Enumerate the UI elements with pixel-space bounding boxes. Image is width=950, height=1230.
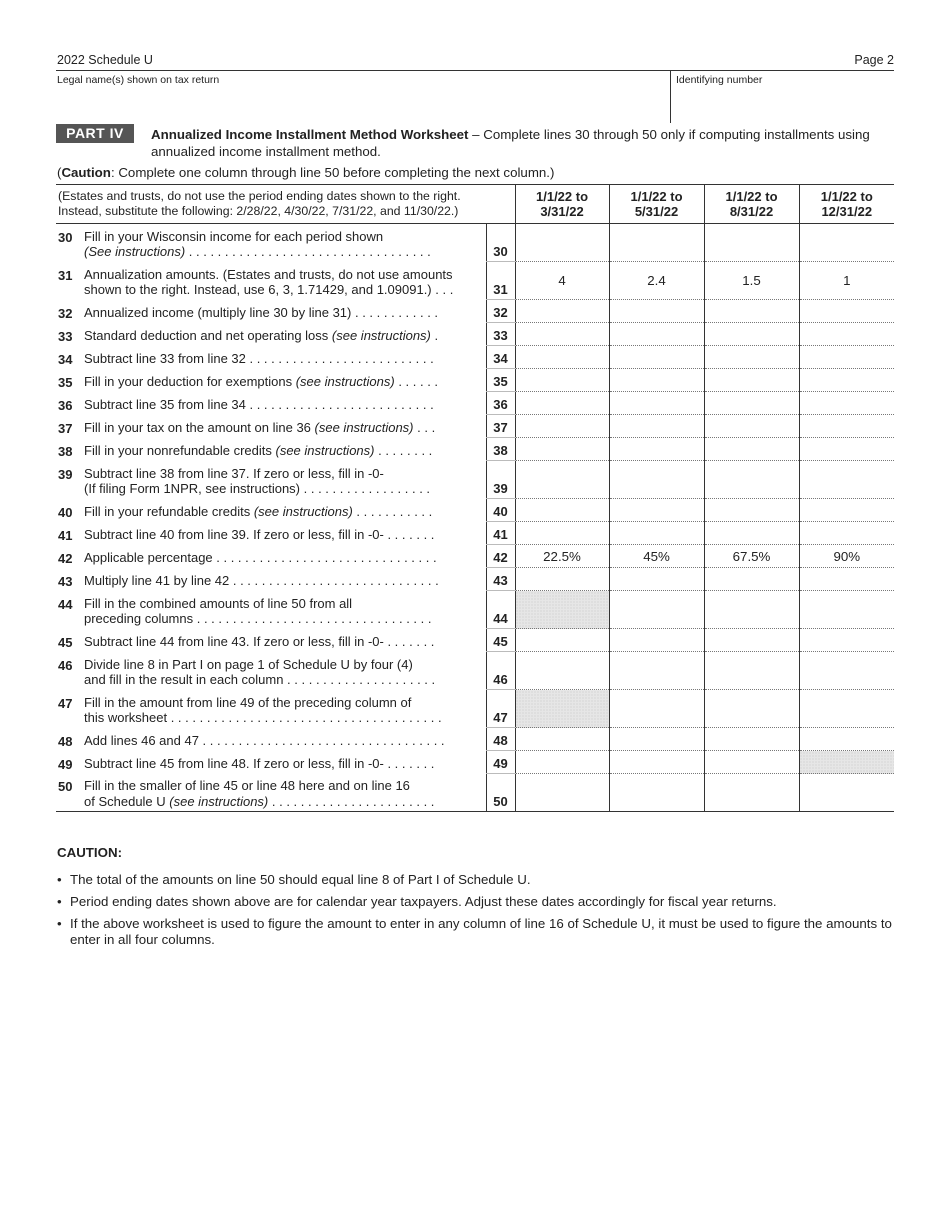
amount-cell[interactable] [515, 522, 609, 545]
line-description: 30 Fill in your Wisconsin income for each period shown (See instructions) . . . . . . . . . . . . . . . . . . . . . . . . . . . . . . . . . . [58, 228, 431, 259]
amount-cell[interactable] [609, 438, 704, 461]
line-number-box: 39 [486, 461, 515, 499]
amount-cell: 90% [799, 545, 894, 568]
line-number: 49 [58, 756, 73, 772]
line-number-box: 44 [486, 591, 515, 629]
line-number-box: 37 [486, 415, 515, 438]
line-number-box: 43 [486, 568, 515, 591]
amount-cell[interactable] [704, 369, 799, 392]
line-description: 49 Subtract line 45 from line 48. If zero or less, fill in -0- . . . . . . . [58, 756, 435, 772]
divider [670, 71, 671, 123]
amount-cell[interactable] [704, 652, 799, 690]
amount-cell: 67.5% [704, 545, 799, 568]
amount-cell[interactable] [799, 300, 894, 323]
line-number: 44 [58, 596, 73, 612]
amount-cell[interactable] [609, 499, 704, 522]
amount-cell: 1 [799, 262, 894, 300]
table-row [56, 300, 894, 323]
line-number-box: 38 [486, 438, 515, 461]
amount-cell[interactable] [515, 728, 609, 751]
amount-cell[interactable] [704, 415, 799, 438]
amount-cell[interactable] [515, 300, 609, 323]
header-note: (Estates and trusts, do not use the period ending dates shown to the right. Instead, substitute the following: 2/28/22, 4/30/22, 7/31/22, and 11/30/22.) [56, 185, 515, 224]
amount-cell[interactable] [704, 224, 799, 262]
table-row [56, 591, 894, 629]
amount-cell[interactable] [704, 438, 799, 461]
amount-cell[interactable] [799, 369, 894, 392]
line-number-box: 31 [486, 262, 515, 300]
line-description: 48 Add lines 46 and 47 . . . . . . . . . . . . . . . . . . . . . . . . . . . . . . . . . . [58, 733, 445, 749]
column-header-4: 1/1/22 to 12/31/22 [799, 185, 894, 224]
line-number-box: 36 [486, 392, 515, 415]
line-number-box: 40 [486, 499, 515, 522]
worksheet-table [56, 184, 894, 812]
amount-cell[interactable] [704, 751, 799, 774]
amount-cell[interactable] [704, 461, 799, 499]
caution-list [57, 872, 897, 954]
amount-cell[interactable] [515, 629, 609, 652]
shaded-cell [515, 690, 609, 728]
amount-cell[interactable] [609, 461, 704, 499]
amount-cell[interactable] [799, 652, 894, 690]
line-number-box: 30 [486, 224, 515, 262]
amount-cell[interactable] [515, 568, 609, 591]
line-number: 36 [58, 397, 73, 413]
amount-cell[interactable] [704, 346, 799, 369]
line-description: 41 Subtract line 40 from line 39. If zero or less, fill in -0- . . . . . . . [58, 527, 435, 543]
caution-note: (Caution: Complete one column through line 50 before completing the next column.) [57, 165, 555, 180]
table-header-row [56, 185, 894, 224]
amount-cell[interactable] [799, 568, 894, 591]
line-number: 30 [58, 229, 73, 245]
amount-cell[interactable] [609, 415, 704, 438]
table-row [56, 690, 894, 728]
line-number: 31 [58, 267, 73, 283]
caution-note-bold: Caution [61, 165, 111, 180]
line-description: 33 Standard deduction and net operating loss (see instructions) . [58, 328, 439, 344]
list-item: • The total of the amounts on line 50 should equal line 8 of Part I of Schedule U. [57, 872, 531, 887]
amount-cell[interactable] [799, 415, 894, 438]
line-number: 34 [58, 351, 73, 367]
table-row [56, 369, 894, 392]
page-number: Page 2 [854, 53, 894, 67]
line-number-box: 42 [486, 545, 515, 568]
table-row [56, 392, 894, 415]
line-number: 35 [58, 374, 73, 390]
table-row [56, 751, 894, 774]
amount-cell[interactable] [609, 522, 704, 545]
table-row [56, 438, 894, 461]
amount-cell[interactable] [515, 461, 609, 499]
amount-cell[interactable] [609, 652, 704, 690]
amount-cell[interactable] [704, 591, 799, 629]
amount-cell: 45% [609, 545, 704, 568]
amount-cell[interactable] [704, 392, 799, 415]
amount-cell[interactable] [799, 392, 894, 415]
identifying-number-label: Identifying number [676, 74, 763, 86]
part-badge: PART IV [56, 124, 134, 143]
line-description: 42 Applicable percentage . . . . . . . . . . . . . . . . . . . . . . . . . . . . . . . [58, 550, 437, 566]
line-description: 44 Fill in the combined amounts of line 50 from all preceding columns . . . . . . . . . . . . . . . . . . . . . . . . . . . . . . . . . [58, 595, 432, 626]
amount-cell[interactable] [799, 728, 894, 751]
amount-cell[interactable] [609, 369, 704, 392]
line-number: 37 [58, 420, 73, 436]
amount-cell[interactable] [799, 461, 894, 499]
amount-cell[interactable] [799, 690, 894, 728]
table-row [56, 629, 894, 652]
amount-cell[interactable] [799, 438, 894, 461]
line-description: 45 Subtract line 44 from line 43. If zero or less, fill in -0- . . . . . . . [58, 634, 435, 650]
amount-cell[interactable] [799, 774, 894, 812]
amount-cell[interactable] [515, 774, 609, 812]
amount-cell: 2.4 [609, 262, 704, 300]
table-row [56, 262, 894, 300]
line-description: 40 Fill in your refundable credits (see instructions) . . . . . . . . . . . [58, 504, 433, 520]
line-number-box: 41 [486, 522, 515, 545]
line-number-box: 49 [486, 751, 515, 774]
amount-cell[interactable] [515, 652, 609, 690]
line-number-box: 47 [486, 690, 515, 728]
amount-cell[interactable] [799, 522, 894, 545]
caution-note-text: : Complete one column through line 50 before completing the next column.) [110, 165, 555, 180]
line-number-box: 48 [486, 728, 515, 751]
column-header-2: 1/1/22 to 5/31/22 [609, 185, 704, 224]
amount-cell: 1.5 [704, 262, 799, 300]
line-number: 39 [58, 466, 73, 482]
line-number: 32 [58, 305, 73, 321]
amount-cell[interactable] [704, 568, 799, 591]
amount-cell[interactable] [515, 438, 609, 461]
part-title-bold: Annualized Income Installment Method Worksheet [151, 127, 469, 142]
amount-cell[interactable] [515, 415, 609, 438]
line-description: 36 Subtract line 35 from line 34 . . . . . . . . . . . . . . . . . . . . . . . . . . [58, 397, 434, 413]
line-number: 43 [58, 573, 73, 589]
form-title: 2022 Schedule U [57, 53, 153, 67]
amount-cell[interactable] [515, 499, 609, 522]
column-header-3: 1/1/22 to 8/31/22 [704, 185, 799, 224]
line-description: 34 Subtract line 33 from line 32 . . . . . . . . . . . . . . . . . . . . . . . . . . [58, 351, 434, 367]
part-title [151, 126, 899, 160]
amount-cell[interactable] [704, 323, 799, 346]
shaded-cell [515, 591, 609, 629]
line-description: 31 Annualization amounts. (Estates and trusts, do not use amounts shown to the right. Instead, use 6, 3, 1.71429, and 1.09091.) . . . [58, 266, 454, 297]
line-number-box: 34 [486, 346, 515, 369]
table-row [56, 346, 894, 369]
amount-cell[interactable] [799, 499, 894, 522]
line-description: 32 Annualized income (multiply line 30 by line 31) . . . . . . . . . . . . [58, 305, 439, 321]
amount-cell[interactable] [704, 629, 799, 652]
list-item: • Period ending dates shown above are for calendar year taxpayers. Adjust these dates accordingly for fiscal year returns. [57, 894, 777, 909]
table-row [56, 652, 894, 690]
amount-cell: 4 [515, 262, 609, 300]
table-row [56, 415, 894, 438]
line-number-box: 46 [486, 652, 515, 690]
line-number: 47 [58, 695, 73, 711]
line-number-box: 50 [486, 774, 515, 812]
table-row [56, 323, 894, 346]
amount-cell[interactable] [609, 323, 704, 346]
table-row [56, 774, 894, 812]
line-description: 47 Fill in the amount from line 49 of the preceding column of this worksheet . . . . . . . . . . . . . . . . . . . . . . . . . . . . . . . . . . . . . . [58, 694, 442, 725]
amount-cell[interactable] [704, 499, 799, 522]
amount-cell[interactable] [609, 728, 704, 751]
taxpayer-name-box [56, 70, 894, 123]
table-row [56, 522, 894, 545]
line-description: 37 Fill in your tax on the amount on line 36 (see instructions) . . . [58, 420, 436, 436]
amount-cell[interactable] [609, 224, 704, 262]
amount-cell[interactable] [609, 591, 704, 629]
amount-cell[interactable] [704, 774, 799, 812]
amount-cell[interactable] [799, 346, 894, 369]
amount-cell[interactable] [609, 751, 704, 774]
line-number: 50 [58, 779, 73, 794]
amount-cell[interactable] [609, 392, 704, 415]
amount-cell[interactable] [609, 300, 704, 323]
amount-cell[interactable] [704, 300, 799, 323]
line-number: 41 [58, 527, 73, 543]
amount-cell[interactable] [799, 224, 894, 262]
table-row [56, 499, 894, 522]
line-description: 50 Fill in the smaller of line 45 or line 48 here and on line 16 of Schedule U (see instructions) . . . . . . . . . . . . . . . . . . . . . . . [56, 774, 486, 812]
table-row [56, 545, 894, 568]
table-row [56, 728, 894, 751]
line-number: 48 [58, 733, 73, 749]
line-description: 39 Subtract line 38 from line 37. If zero or less, fill in -0- (If filing Form 1NPR, see instructions) . . . . . . . . . . . . . . . . . . [58, 465, 431, 496]
line-number-box: 33 [486, 323, 515, 346]
amount-cell[interactable] [609, 629, 704, 652]
line-number: 45 [58, 634, 73, 650]
amount-cell[interactable] [609, 774, 704, 812]
table-row [56, 224, 894, 262]
amount-cell: 22.5% [515, 545, 609, 568]
line-description: 46 Divide line 8 in Part I on page 1 of Schedule U by four (4) and fill in the result in each column . . . . . . . . . . . . . . . . . . . . . [58, 656, 436, 687]
line-number: 33 [58, 328, 73, 344]
caution-heading: CAUTION: [57, 845, 122, 860]
amount-cell[interactable] [609, 568, 704, 591]
line-number: 42 [58, 550, 73, 566]
amount-cell[interactable] [609, 346, 704, 369]
amount-cell[interactable] [609, 690, 704, 728]
line-number: 46 [58, 657, 73, 673]
line-description: 35 Fill in your deduction for exemptions (see instructions) . . . . . . [58, 374, 439, 390]
amount-cell[interactable] [704, 522, 799, 545]
list-item: • If the above worksheet is used to figure the amount to enter in any column of line 16 of Schedule U, it must be used to figure the amounts to enter in all four columns. [57, 916, 892, 947]
line-description: 38 Fill in your nonrefundable credits (see instructions) . . . . . . . . [58, 443, 433, 459]
legal-name-label: Legal name(s) shown on tax return [57, 74, 220, 86]
line-description: 43 Multiply line 41 by line 42 . . . . . . . . . . . . . . . . . . . . . . . . . . . . . [58, 573, 439, 589]
part-title-rest: – Complete lines 30 through 50 only if computing installments using annualized income installment method. [151, 127, 870, 159]
amount-cell[interactable] [799, 591, 894, 629]
line-number-box: 45 [486, 629, 515, 652]
amount-cell[interactable] [799, 629, 894, 652]
amount-cell[interactable] [515, 392, 609, 415]
amount-cell[interactable] [515, 224, 609, 262]
line-number-box: 32 [486, 300, 515, 323]
amount-cell[interactable] [515, 346, 609, 369]
shaded-cell [799, 751, 894, 774]
amount-cell[interactable] [515, 323, 609, 346]
amount-cell[interactable] [799, 323, 894, 346]
amount-cell[interactable] [704, 690, 799, 728]
amount-cell[interactable] [515, 751, 609, 774]
line-number: 40 [58, 504, 73, 520]
table-row [56, 461, 894, 499]
column-header-1: 1/1/22 to 3/31/22 [515, 185, 609, 224]
amount-cell[interactable] [515, 369, 609, 392]
line-number-box: 35 [486, 369, 515, 392]
amount-cell[interactable] [704, 728, 799, 751]
table-row [56, 568, 894, 591]
line-number: 38 [58, 443, 73, 459]
